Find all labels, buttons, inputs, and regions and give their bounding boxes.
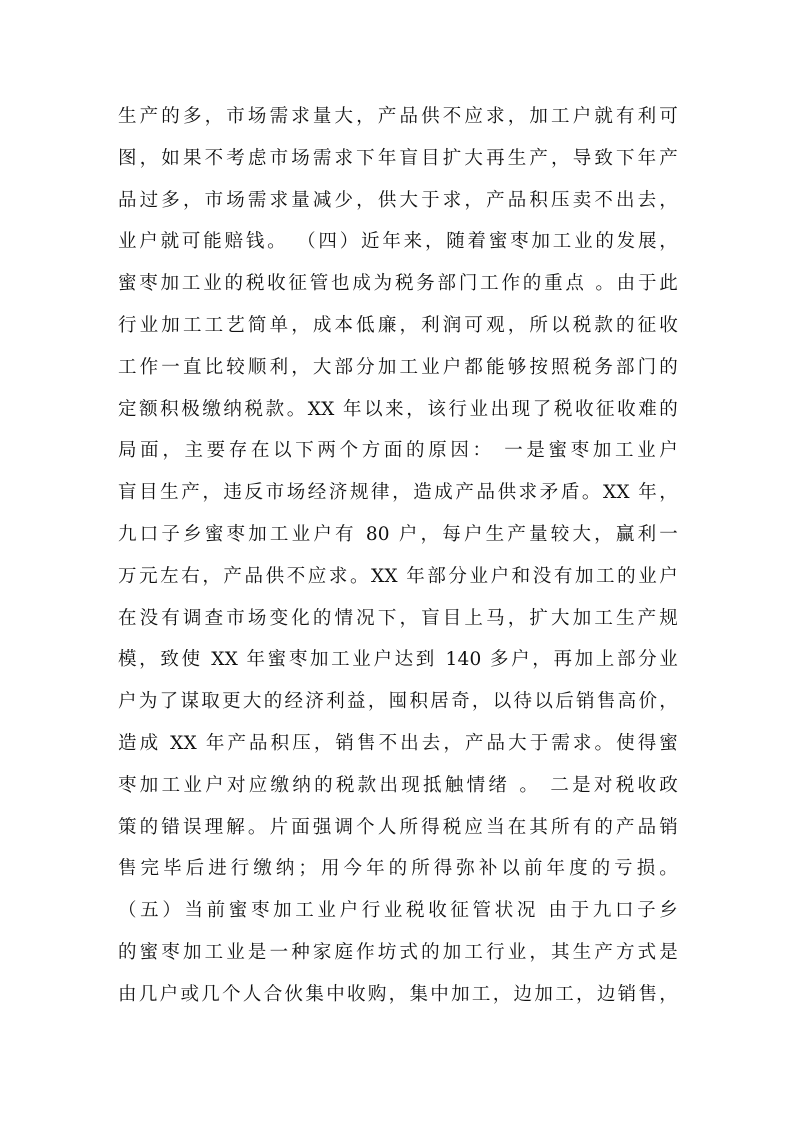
text-line: 模，致使 XX 年蜜枣加工业户达到 140 多户，再加上部分业: [118, 649, 678, 671]
text-line: 工作一直比较顺利，大部分加工业户都能够按照税务部门的: [118, 356, 678, 378]
text-line: 策的错误理解。片面强调个人所得税应当在其所有的产品销: [118, 816, 678, 838]
text-line: 生产的多，市场需求量大，产品供不应求，加工户就有利可: [118, 106, 678, 127]
text-line: 枣加工业户对应缴纳的税款出现抵触情绪 。 二是对税收政: [118, 774, 678, 796]
text-line: 造成 XX 年产品积压，销售不出去，产品大于需求。使得蜜: [118, 732, 678, 754]
text-line: 售完毕后进行缴纳；用今年的所得弥补以前年度的亏损。: [118, 858, 678, 880]
text-line: 品过多，市场需求量减少，供大于求，产品积压卖不出去，: [118, 189, 678, 211]
text-line: 户为了谋取更大的经济利益，囤积居奇，以待以后销售高价，: [118, 691, 678, 713]
text-line: 定额积极缴纳税款。XX 年以来，该行业出现了税收征收难的: [118, 398, 678, 420]
text-line: 业户就可能赔钱。 （四）近年来，随着蜜枣加工业的发展，: [118, 231, 678, 253]
text-line: 万元左右，产品供不应求。XX 年部分业户和没有加工的业户: [118, 565, 678, 587]
text-line: 盲目生产，违反市场经济规律，造成产品供求矛盾。XX 年，: [118, 482, 678, 504]
text-line: 的蜜枣加工业是一种家庭作坊式的加工行业，其生产方式是: [118, 941, 678, 963]
text-line: 在没有调查市场变化的情况下，盲目上马，扩大加工生产规: [118, 607, 678, 629]
text-line: 蜜枣加工业的税收征管也成为税务部门工作的重点 。由于此: [118, 273, 678, 295]
text-line: 行业加工工艺简单，成本低廉，利润可观，所以税款的征收: [118, 314, 678, 336]
text-line: （五）当前蜜枣加工业户行业税收征管状况 由于九口子乡: [118, 900, 678, 922]
body-text: [118, 96, 678, 1016]
text-line: 局面，主要存在以下两个方面的原因： 一是蜜枣加工业户: [118, 440, 678, 462]
text-line: 九口子乡蜜枣加工业户有 80 户，每户生产量较大，赢利一: [118, 523, 678, 545]
text-line: 图，如果不考虑市场需求下年盲目扩大再生产，导致下年产: [118, 147, 678, 169]
text-line: 由几户或几个人合伙集中收购，集中加工，边加工，边销售，: [118, 983, 678, 1005]
